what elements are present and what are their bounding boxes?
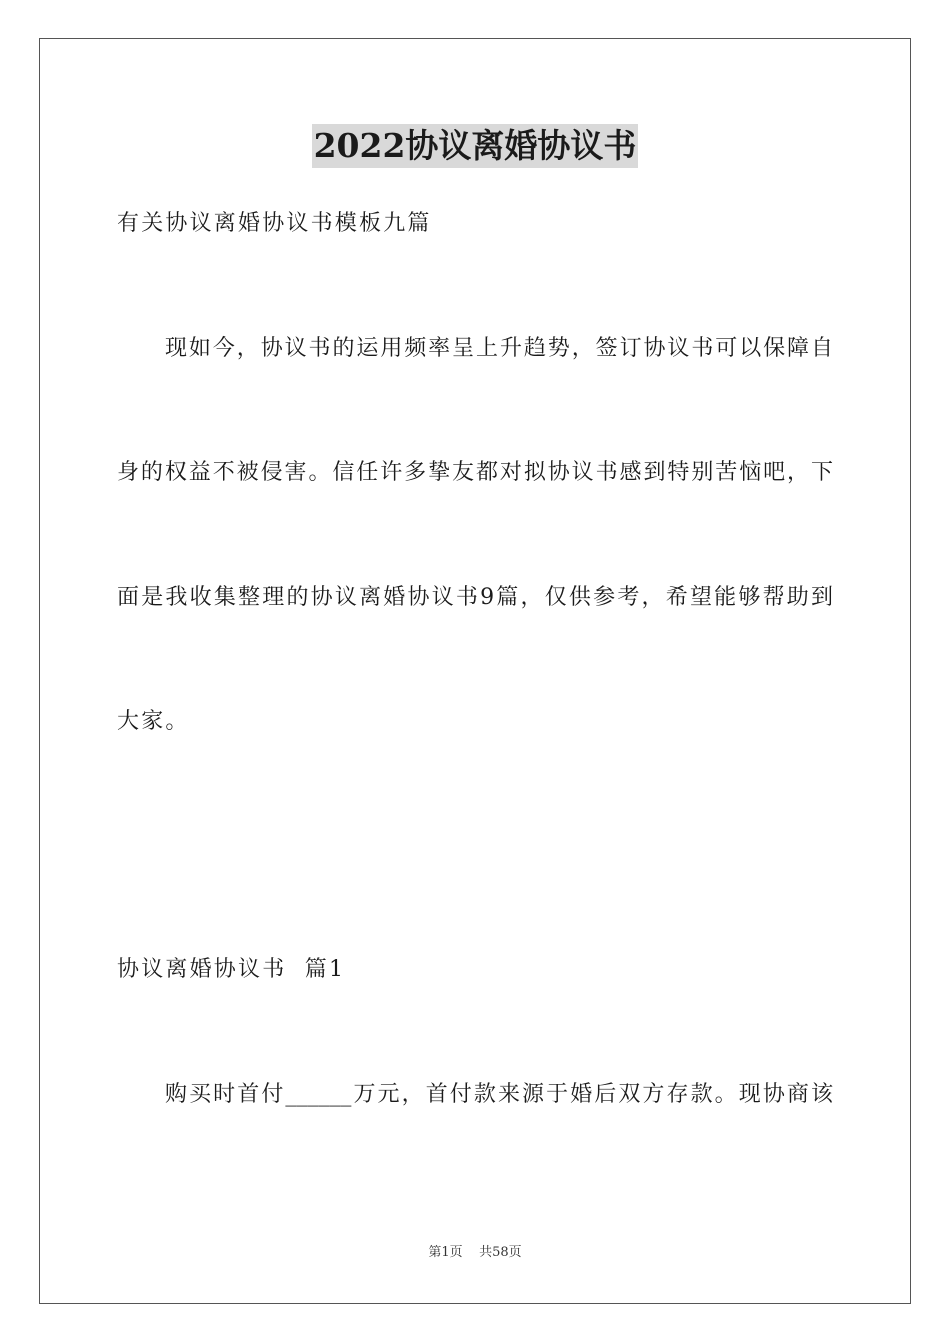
page-footer (0, 1244, 950, 1262)
document-title: 2022协议离婚协议书 (312, 124, 639, 168)
section-heading: 协议离婚协议书 篇1 (117, 957, 346, 982)
title-container (0, 124, 950, 168)
intro-line-2: 身的权益不被侵害。信任许多挚友都对拟协议书感到特别苦恼吧，下 (117, 460, 833, 485)
document-subtitle: 有关协议离婚协议书模板九篇 (117, 211, 432, 236)
section-first-line: 购买时首付______万元，首付款来源于婚后双方存款。现协商该 (165, 1082, 833, 1107)
page-number-label: 第1页 共58页 (428, 1245, 522, 1260)
intro-line-1: 现如今，协议书的运用频率呈上升趋势，签订协议书可以保障自 (165, 336, 833, 361)
intro-line-4: 大家。 (117, 709, 190, 734)
intro-line-3: 面是我收集整理的协议离婚协议书9篇，仅供参考，希望能够帮助到 (117, 585, 833, 610)
